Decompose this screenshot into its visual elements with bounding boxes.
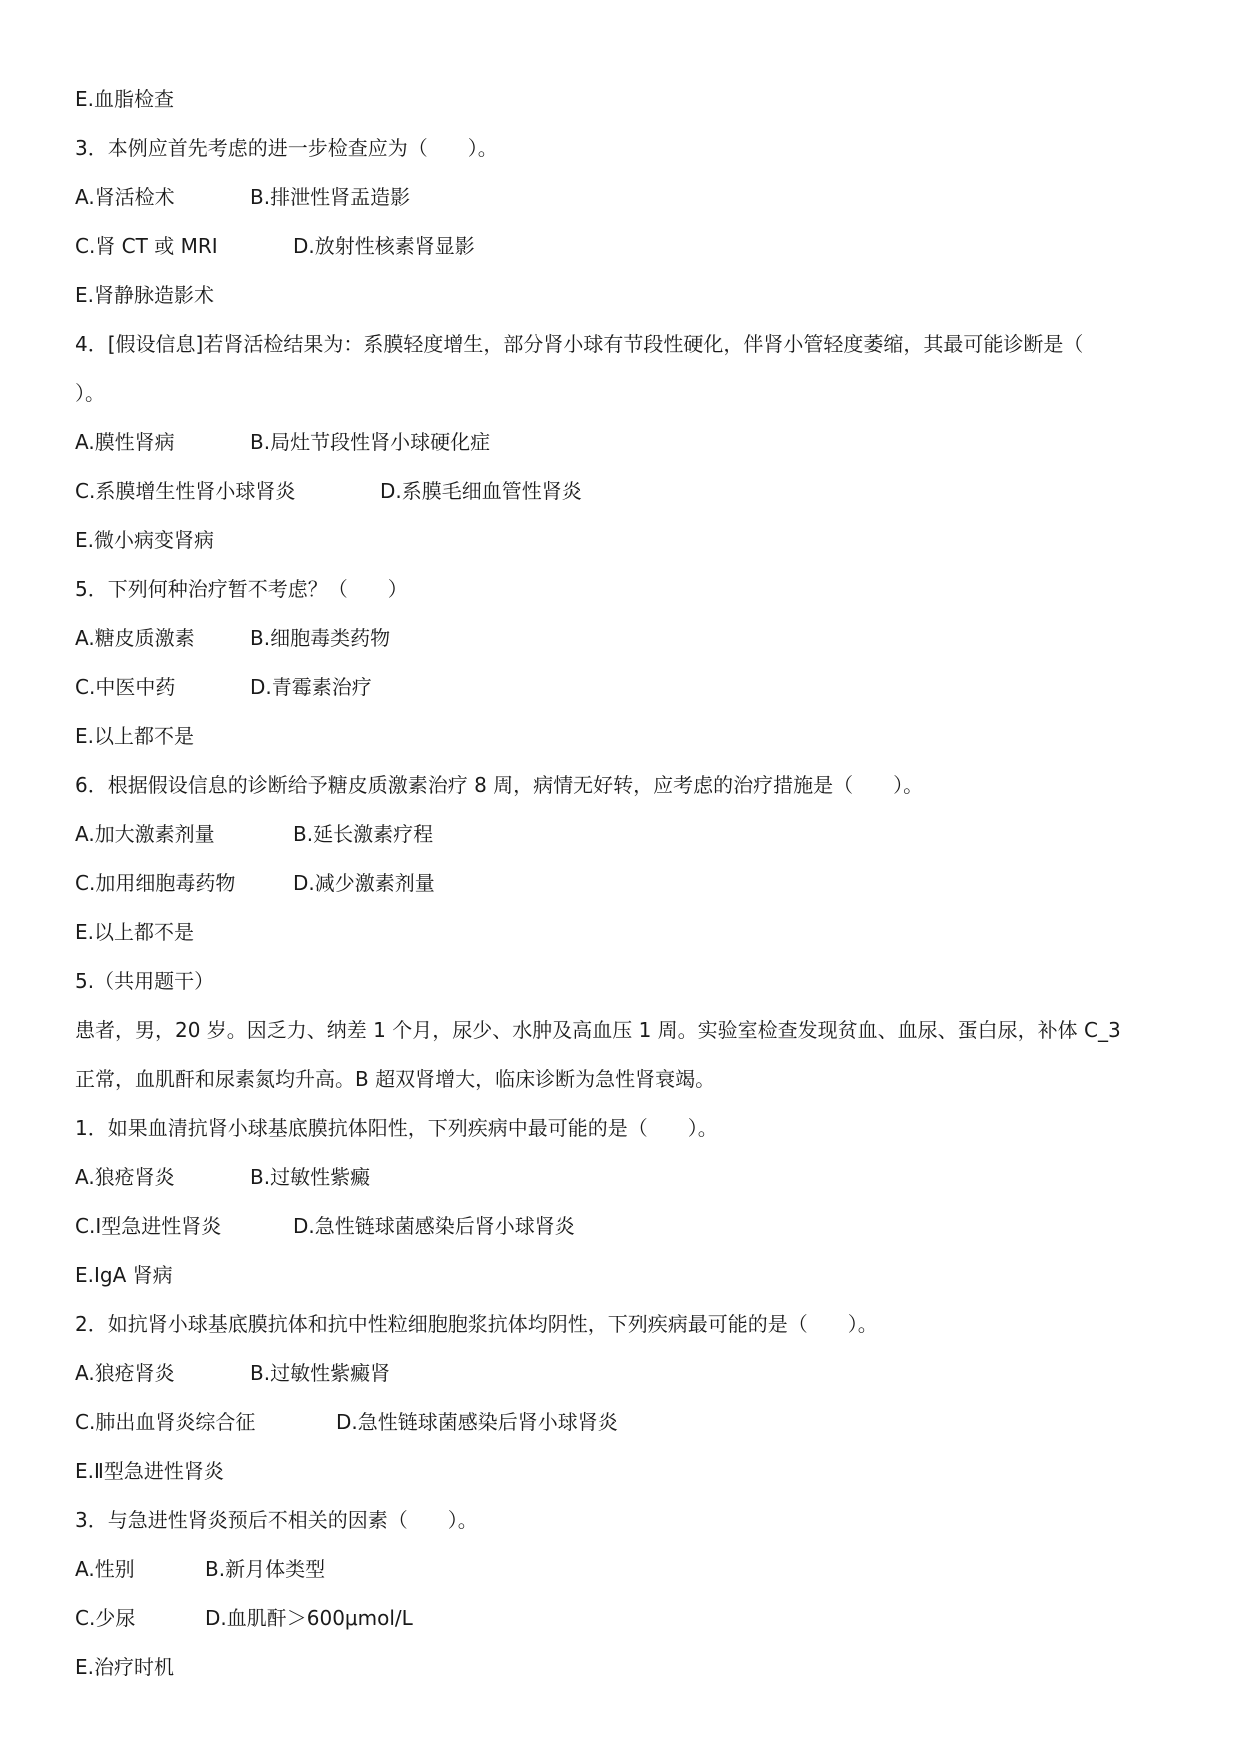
option-e: E.血脂检查 xyxy=(75,87,174,111)
option-e: E.微小病变肾病 xyxy=(75,528,214,552)
option-c: C.肾 CT 或 MRI xyxy=(75,234,218,258)
option-c: C.肺出血肾炎综合征 xyxy=(75,1410,256,1434)
section-heading: 5.（共用题干） xyxy=(75,969,215,993)
option-d: D.减少激素剂量 xyxy=(293,871,435,895)
option-d: D.放射性核素肾显影 xyxy=(293,234,475,258)
option-e: E.以上都不是 xyxy=(75,724,194,748)
option-d: D.系膜毛细血管性肾炎 xyxy=(380,479,582,503)
option-b: B.过敏性紫癜 xyxy=(250,1165,371,1189)
question-5: 5．下列何种治疗暂不考虑？（ ） xyxy=(75,577,408,601)
option-b: B.新月体类型 xyxy=(205,1557,326,1581)
question-2: 2．如抗肾小球基底膜抗体和抗中性粒细胞胞浆抗体均阴性，下列疾病最可能的是（ ）。 xyxy=(75,1312,878,1336)
option-c: C.中医中药 xyxy=(75,675,176,699)
option-a: A.加大激素剂量 xyxy=(75,822,215,846)
option-e: E.IgA 肾病 xyxy=(75,1263,173,1287)
option-d: D.青霉素治疗 xyxy=(250,675,372,699)
option-c: C.加用细胞毒药物 xyxy=(75,871,236,895)
option-e: E.治疗时机 xyxy=(75,1655,174,1679)
option-a: A.性别 xyxy=(75,1557,135,1581)
question-4: 4．[假设信息]若肾活检结果为：系膜轻度增生，部分肾小球有节段性硬化，伴肾小管轻度萎缩，其最可能诊断是（ xyxy=(75,332,1084,356)
option-d: D.急性链球菌感染后肾小球肾炎 xyxy=(293,1214,575,1238)
question-3: 3．本例应首先考虑的进一步检查应为（ ）。 xyxy=(75,136,498,160)
option-a: A.狼疮肾炎 xyxy=(75,1165,175,1189)
question-4-continued: ）。 xyxy=(75,381,105,405)
option-a: A.膜性肾病 xyxy=(75,430,175,454)
option-a: A.狼疮肾炎 xyxy=(75,1361,175,1385)
question-6: 6．根据假设信息的诊断给予糖皮质激素治疗 8 周，病情无好转，应考虑的治疗措施是（ ）。 xyxy=(75,773,924,797)
option-e: E.Ⅱ型急进性肾炎 xyxy=(75,1459,224,1483)
option-b: B.细胞毒类药物 xyxy=(250,626,391,650)
case-stem: 患者，男，20 岁。因乏力、纳差 1 个月，尿少、水肿及高血压 1 周。实验室检查发现贫血、血尿、蛋白尿，补体 C_3 xyxy=(75,1018,1121,1042)
option-d: D.急性链球菌感染后肾小球肾炎 xyxy=(336,1410,618,1434)
option-e: E.以上都不是 xyxy=(75,920,194,944)
question-3: 3．与急进性肾炎预后不相关的因素（ ）。 xyxy=(75,1508,478,1532)
question-1: 1．如果血清抗肾小球基底膜抗体阳性，下列疾病中最可能的是（ ）。 xyxy=(75,1116,718,1140)
option-c: C.系膜增生性肾小球肾炎 xyxy=(75,479,296,503)
option-b: B.排泄性肾盂造影 xyxy=(250,185,411,209)
option-b: B.局灶节段性肾小球硬化症 xyxy=(250,430,491,454)
option-c: C.少尿 xyxy=(75,1606,136,1630)
option-d: D.血肌酐＞600μmol/L xyxy=(205,1606,413,1630)
option-b: B.延长激素疗程 xyxy=(293,822,434,846)
option-a: A.糖皮质激素 xyxy=(75,626,195,650)
option-e: E.肾静脉造影术 xyxy=(75,283,214,307)
case-stem-continued: 正常，血肌酐和尿素氮均升高。B 超双肾增大，临床诊断为急性肾衰竭。 xyxy=(75,1067,716,1091)
option-b: B.过敏性紫癜肾 xyxy=(250,1361,391,1385)
option-a: A.肾活检术 xyxy=(75,185,175,209)
option-c: C.Ⅰ型急进性肾炎 xyxy=(75,1214,222,1238)
